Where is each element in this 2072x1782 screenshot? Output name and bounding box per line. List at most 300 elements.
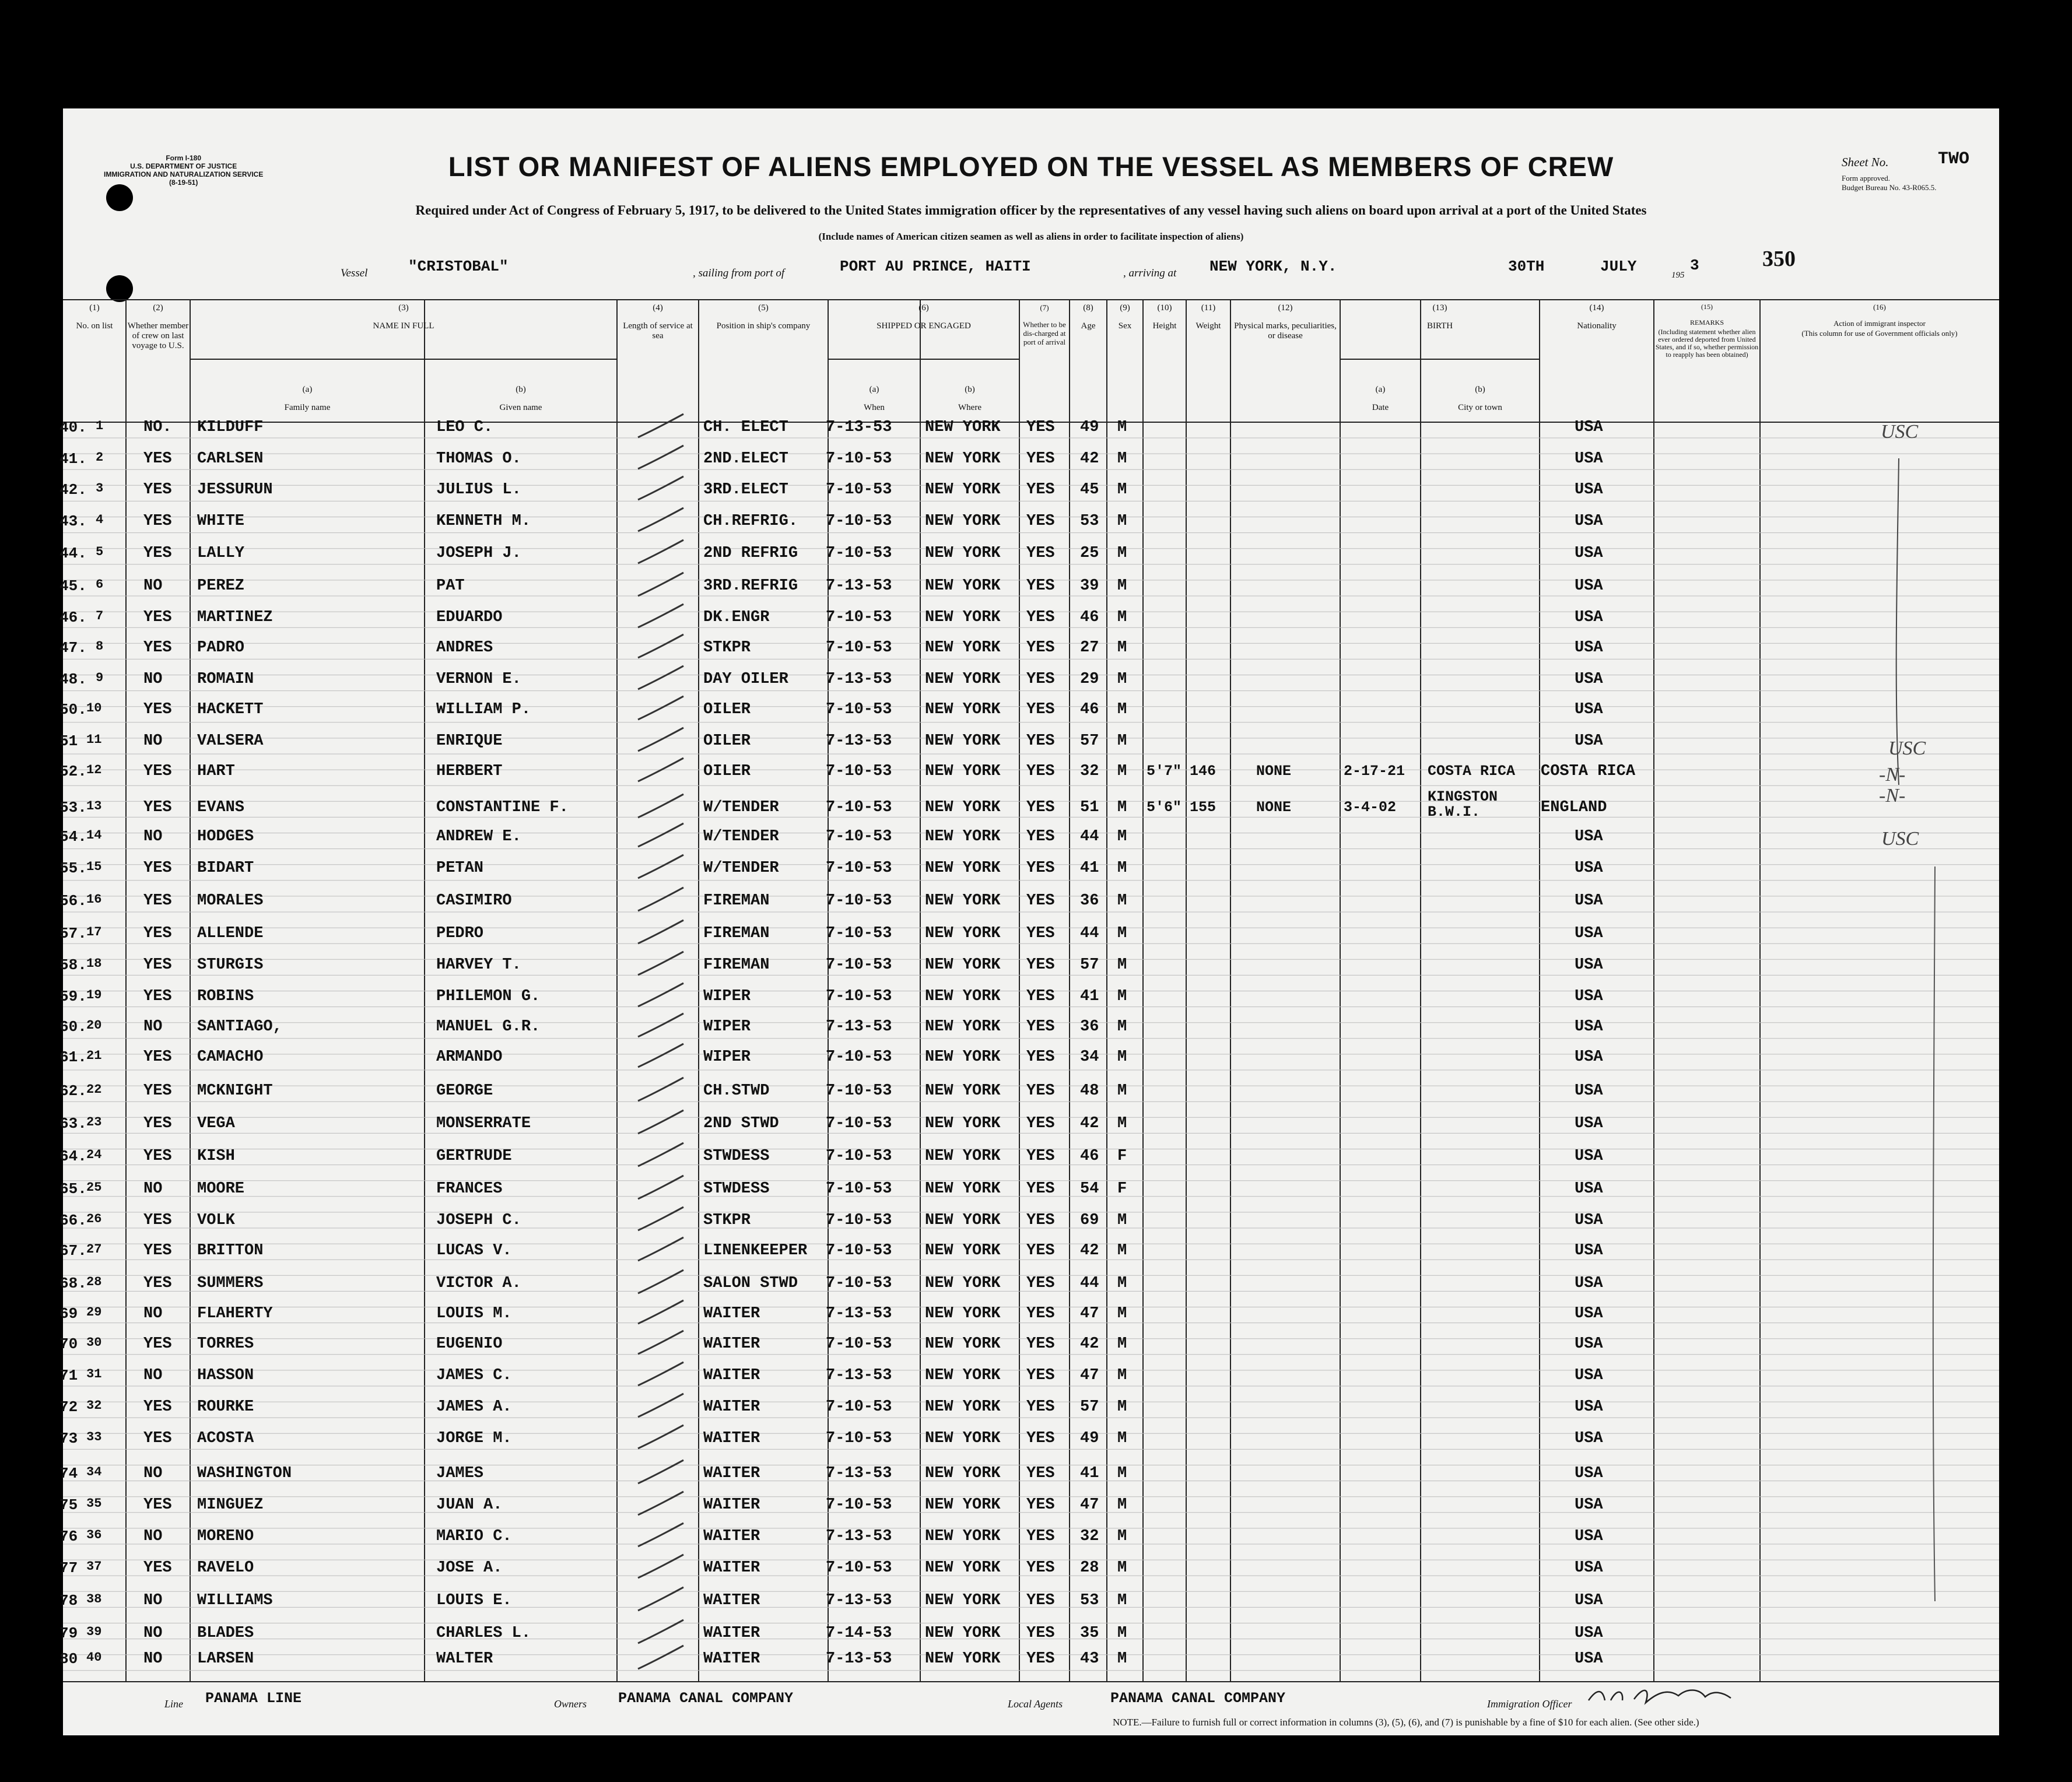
row-shipped-where: NEW YORK bbox=[925, 481, 1001, 499]
row-position: WAITER bbox=[703, 1430, 760, 1447]
row-last-voyage: NO bbox=[143, 1465, 163, 1482]
service-check-mark bbox=[638, 1362, 683, 1385]
row-family-name: TORRES bbox=[197, 1335, 254, 1353]
row-sex: M bbox=[1117, 671, 1127, 688]
row-nationality: USA bbox=[1575, 1625, 1603, 1642]
row-given-name: GERTRUDE bbox=[436, 1148, 512, 1165]
row-given-name: WALTER bbox=[436, 1650, 493, 1668]
row-sex: M bbox=[1117, 1465, 1127, 1482]
service-check-mark bbox=[638, 1394, 683, 1417]
row-family-name: BLADES bbox=[197, 1625, 254, 1642]
row-number: 28 bbox=[86, 1275, 102, 1289]
row-discharged: YES bbox=[1026, 1148, 1055, 1165]
row-given-name: MARIO C. bbox=[436, 1528, 512, 1545]
row-sex: M bbox=[1117, 988, 1127, 1005]
row-discharged: YES bbox=[1026, 1335, 1055, 1353]
sailing-port: PORT AU PRINCE, HAITI bbox=[840, 258, 1031, 275]
row-number: 33 bbox=[86, 1430, 102, 1444]
row-seq: 60. bbox=[59, 1018, 87, 1036]
row-family-name: VOLK bbox=[197, 1212, 235, 1229]
row-nationality: USA bbox=[1575, 925, 1603, 942]
row-discharged: YES bbox=[1026, 1625, 1055, 1642]
row-sex: M bbox=[1117, 732, 1127, 750]
col-10-header-text: Height bbox=[1152, 321, 1177, 331]
row-shipped-where: NEW YORK bbox=[925, 671, 1001, 688]
col-4-header bbox=[617, 303, 699, 343]
row-shipped-when: 7-13-53 bbox=[826, 1305, 892, 1323]
col-13a-header-text: (a) bbox=[1375, 385, 1386, 394]
row-seq: 74 bbox=[59, 1465, 78, 1482]
row-shipped-when: 7-13-53 bbox=[826, 1528, 892, 1545]
row-given-name: JORGE M. bbox=[436, 1430, 512, 1447]
col-3b-header-text: (b) bbox=[516, 385, 526, 394]
row-sex: F bbox=[1117, 1148, 1127, 1165]
approved-line: Form approved. bbox=[1842, 174, 1891, 183]
service-check-mark bbox=[638, 540, 683, 563]
sheet-number-value: TWO bbox=[1938, 149, 1970, 169]
service-check-mark bbox=[638, 414, 683, 437]
row-shipped-where: NEW YORK bbox=[925, 828, 1001, 846]
row-family-name: BRITTON bbox=[197, 1242, 264, 1260]
row-position: WAITER bbox=[703, 1528, 760, 1545]
row-given-name: LUCAS V. bbox=[436, 1242, 512, 1260]
row-shipped-where: NEW YORK bbox=[925, 1650, 1001, 1668]
row-position: FIREMAN bbox=[703, 925, 770, 942]
service-check-mark bbox=[638, 920, 683, 943]
stamp-number: 350 bbox=[1762, 247, 1796, 271]
row-sex: M bbox=[1117, 609, 1127, 626]
row-nationality: USA bbox=[1575, 1335, 1603, 1353]
row-discharged: YES bbox=[1026, 828, 1055, 846]
row-last-voyage: YES bbox=[143, 925, 172, 942]
row-shipped-when: 7-10-53 bbox=[826, 828, 892, 846]
col-2-header-text: (2) bbox=[153, 303, 163, 313]
row-nationality: USA bbox=[1575, 450, 1603, 468]
sailing-label: , sailing from port of bbox=[693, 267, 785, 279]
owners-value: PANAMA CANAL COMPANY bbox=[618, 1690, 794, 1707]
row-position: CH.STWD bbox=[703, 1082, 770, 1100]
row-discharged: YES bbox=[1026, 1275, 1055, 1292]
row-seq: 40. bbox=[59, 419, 87, 436]
col-13-header bbox=[1340, 303, 1540, 333]
col-6b-header-text: (b) bbox=[965, 385, 975, 394]
row-discharged: YES bbox=[1026, 450, 1055, 468]
col-9-header bbox=[1107, 303, 1143, 333]
owners-label: Owners bbox=[554, 1698, 587, 1710]
service-check-mark bbox=[638, 794, 683, 818]
row-number: 1 bbox=[96, 419, 104, 433]
row-shipped-when: 7-13-53 bbox=[826, 1465, 892, 1482]
col-6-header bbox=[828, 303, 1019, 333]
row-discharged: YES bbox=[1026, 956, 1055, 974]
row-shipped-when: 7-10-53 bbox=[826, 1430, 892, 1447]
row-last-voyage: NO bbox=[143, 1528, 163, 1545]
arrival-month: JULY bbox=[1600, 258, 1637, 275]
row-age: 46 bbox=[1080, 1148, 1099, 1165]
row-age: 46 bbox=[1080, 701, 1099, 718]
row-last-voyage: NO bbox=[143, 1305, 163, 1323]
row-number: 19 bbox=[86, 988, 102, 1002]
row-last-voyage: YES bbox=[143, 1148, 172, 1165]
row-sex: M bbox=[1117, 1115, 1127, 1132]
inspector-mark: USC bbox=[1888, 738, 1926, 759]
row-last-voyage: YES bbox=[143, 513, 172, 530]
col-15-header bbox=[1654, 303, 1760, 360]
row-number: 34 bbox=[86, 1465, 102, 1479]
row-shipped-where: NEW YORK bbox=[925, 763, 1001, 780]
row-number: 3 bbox=[96, 481, 104, 496]
row-seq: 76 bbox=[59, 1528, 78, 1545]
row-number: 35 bbox=[86, 1496, 102, 1511]
row-shipped-when: 7-10-53 bbox=[826, 1275, 892, 1292]
row-nationality: USA bbox=[1575, 639, 1603, 657]
row-weight: 146 bbox=[1190, 763, 1216, 780]
page-title: LIST OR MANIFEST OF ALIENS EMPLOYED ON THE VESSEL AS MEMBERS OF CREW bbox=[448, 151, 1614, 182]
row-family-name: MORENO bbox=[197, 1528, 254, 1545]
row-shipped-where: NEW YORK bbox=[925, 1212, 1001, 1229]
row-sex: M bbox=[1117, 799, 1127, 816]
row-nationality: USA bbox=[1575, 1275, 1603, 1292]
row-birth-city: KINGSTON B.W.I. bbox=[1428, 788, 1498, 820]
row-age: 41 bbox=[1080, 1465, 1099, 1482]
row-weight: 155 bbox=[1190, 799, 1216, 816]
row-birth-date: 2-17-21 bbox=[1344, 763, 1405, 780]
col-13b-header bbox=[1421, 385, 1540, 415]
service-check-mark bbox=[638, 1425, 683, 1448]
vessel-label: Vessel bbox=[341, 267, 368, 279]
form-id-line: Form I-180 bbox=[166, 154, 201, 162]
row-seq: 64. bbox=[59, 1148, 87, 1165]
row-sex: M bbox=[1117, 1592, 1127, 1609]
service-check-mark bbox=[638, 952, 683, 975]
row-number: 13 bbox=[86, 799, 102, 813]
row-shipped-when: 7-13-53 bbox=[826, 1592, 892, 1609]
row-seq: 59. bbox=[59, 988, 87, 1005]
inspector-line bbox=[1896, 458, 1899, 785]
row-age: 45 bbox=[1080, 481, 1099, 499]
row-shipped-where: NEW YORK bbox=[925, 545, 1001, 562]
row-sex: F bbox=[1117, 1180, 1127, 1198]
row-seq: 73 bbox=[59, 1430, 78, 1447]
row-shipped-where: NEW YORK bbox=[925, 419, 1001, 436]
row-shipped-where: NEW YORK bbox=[925, 1398, 1001, 1416]
service-check-mark bbox=[638, 855, 683, 878]
row-number: 32 bbox=[86, 1398, 102, 1413]
row-last-voyage: NO bbox=[143, 1180, 163, 1198]
row-age: 46 bbox=[1080, 609, 1099, 626]
row-position: WIPER bbox=[703, 1018, 751, 1036]
row-shipped-when: 7-10-53 bbox=[826, 1242, 892, 1260]
row-position: DK.ENGR bbox=[703, 609, 770, 626]
row-number: 4 bbox=[96, 513, 104, 527]
row-age: 47 bbox=[1080, 1305, 1099, 1323]
row-position: WIPER bbox=[703, 1048, 751, 1066]
row-position: W/TENDER bbox=[703, 799, 779, 816]
row-last-voyage: NO bbox=[143, 732, 163, 750]
row-shipped-when: 7-10-53 bbox=[826, 1082, 892, 1100]
col-5-header bbox=[699, 303, 828, 333]
row-position: WAITER bbox=[703, 1335, 760, 1353]
service-check-mark bbox=[638, 1013, 683, 1037]
row-discharged: YES bbox=[1026, 1180, 1055, 1198]
row-last-voyage: YES bbox=[143, 1212, 172, 1229]
row-shipped-where: NEW YORK bbox=[925, 450, 1001, 468]
col-6a-header-text: (a) bbox=[869, 385, 879, 394]
row-position: CH.REFRIG. bbox=[703, 513, 798, 530]
col-6-header-text: SHIPPED OR ENGAGED bbox=[877, 321, 971, 331]
row-given-name: GEORGE bbox=[436, 1082, 493, 1100]
inspector-mark: -N- bbox=[1879, 785, 1906, 806]
row-number: 16 bbox=[86, 892, 102, 907]
arriving-label: , arriving at bbox=[1123, 267, 1177, 279]
col-10-header bbox=[1143, 303, 1186, 333]
row-sex: M bbox=[1117, 956, 1127, 974]
col-13a-header-text: Date bbox=[1372, 403, 1389, 412]
row-seq: 61. bbox=[59, 1048, 87, 1066]
row-last-voyage: YES bbox=[143, 892, 172, 910]
col-6a-header-text: When bbox=[864, 403, 885, 412]
row-last-voyage: YES bbox=[143, 799, 172, 816]
col-5-header-text: Position in ship's company bbox=[716, 321, 811, 331]
row-sex: M bbox=[1117, 545, 1127, 562]
row-age: 43 bbox=[1080, 1650, 1099, 1668]
row-seq: 52. bbox=[59, 763, 87, 780]
row-nationality: USA bbox=[1575, 577, 1603, 595]
row-sex: M bbox=[1117, 1367, 1127, 1384]
row-last-voyage: NO bbox=[143, 1650, 163, 1668]
col-3b-header-text: Given name bbox=[499, 403, 542, 412]
row-height: 5'6" bbox=[1147, 799, 1182, 816]
row-seq: 75 bbox=[59, 1496, 78, 1514]
row-shipped-where: NEW YORK bbox=[925, 1528, 1001, 1545]
row-given-name: EUGENIO bbox=[436, 1335, 503, 1353]
row-number: 23 bbox=[86, 1115, 102, 1129]
row-sex: M bbox=[1117, 1625, 1127, 1642]
row-nationality: USA bbox=[1575, 1592, 1603, 1609]
col-16-header bbox=[1760, 303, 1999, 339]
row-discharged: YES bbox=[1026, 1082, 1055, 1100]
row-number: 11 bbox=[86, 732, 102, 747]
row-seq: 53. bbox=[59, 799, 87, 816]
row-seq: 51 bbox=[59, 732, 78, 750]
row-given-name: JOSEPH C. bbox=[436, 1212, 521, 1229]
row-seq: 79 bbox=[59, 1625, 78, 1642]
row-number: 12 bbox=[86, 763, 102, 777]
row-nationality: USA bbox=[1575, 1212, 1603, 1229]
row-sex: M bbox=[1117, 925, 1127, 942]
row-discharged: YES bbox=[1026, 1496, 1055, 1514]
row-number: 8 bbox=[96, 639, 104, 654]
col-16-header-text: (This column for use of Government officials only) bbox=[1801, 329, 1958, 338]
row-shipped-where: NEW YORK bbox=[925, 1275, 1001, 1292]
row-age: 27 bbox=[1080, 639, 1099, 657]
row-discharged: YES bbox=[1026, 1592, 1055, 1609]
row-nationality: USA bbox=[1575, 1180, 1603, 1198]
col-6b-header-text: Where bbox=[958, 403, 981, 412]
row-position: OILER bbox=[703, 732, 751, 750]
col-3-header-text: (3) bbox=[398, 303, 409, 313]
row-nationality: USA bbox=[1575, 545, 1603, 562]
row-age: 48 bbox=[1080, 1082, 1099, 1100]
row-last-voyage: YES bbox=[143, 481, 172, 499]
row-nationality: USA bbox=[1575, 1430, 1603, 1447]
row-shipped-when: 7-10-53 bbox=[826, 513, 892, 530]
row-last-voyage: YES bbox=[143, 1242, 172, 1260]
row-seq: 45. bbox=[59, 577, 87, 595]
row-seq: 56. bbox=[59, 892, 87, 910]
row-seq: 72 bbox=[59, 1398, 78, 1416]
row-position: STWDESS bbox=[703, 1148, 770, 1165]
row-number: 9 bbox=[96, 671, 104, 685]
row-sex: M bbox=[1117, 1275, 1127, 1292]
row-nationality: USA bbox=[1575, 732, 1603, 750]
row-number: 38 bbox=[86, 1592, 102, 1606]
col-1-header-text: No. on list bbox=[76, 321, 113, 331]
row-given-name: PHILEMON G. bbox=[436, 988, 541, 1005]
row-position: STKPR bbox=[703, 1212, 751, 1229]
row-shipped-where: NEW YORK bbox=[925, 1625, 1001, 1642]
row-discharged: YES bbox=[1026, 1559, 1055, 1577]
row-given-name: HERBERT bbox=[436, 763, 503, 780]
row-age: 53 bbox=[1080, 1592, 1099, 1609]
row-shipped-when: 7-13-53 bbox=[826, 1367, 892, 1384]
manifest-sheet bbox=[59, 108, 1999, 1735]
row-age: 36 bbox=[1080, 1018, 1099, 1036]
row-shipped-when: 7-13-53 bbox=[826, 577, 892, 595]
row-age: 41 bbox=[1080, 860, 1099, 877]
row-discharged: YES bbox=[1026, 1430, 1055, 1447]
row-position: LINENKEEPER bbox=[703, 1242, 808, 1260]
row-nationality: USA bbox=[1575, 1496, 1603, 1514]
row-age: 32 bbox=[1080, 763, 1099, 780]
row-age: 32 bbox=[1080, 1528, 1099, 1545]
row-discharged: YES bbox=[1026, 1018, 1055, 1036]
col-3a-header-text: (a) bbox=[302, 385, 313, 394]
row-given-name: WILLIAM P. bbox=[436, 701, 531, 718]
row-nationality: USA bbox=[1575, 1115, 1603, 1132]
row-age: 36 bbox=[1080, 892, 1099, 910]
row-given-name: HARVEY T. bbox=[436, 956, 521, 974]
row-number: 14 bbox=[86, 828, 102, 843]
officer-label: Immigration Officer bbox=[1487, 1698, 1572, 1710]
row-shipped-when: 7-13-53 bbox=[826, 671, 892, 688]
row-last-voyage: NO bbox=[143, 1592, 163, 1609]
row-shipped-where: NEW YORK bbox=[925, 1305, 1001, 1323]
service-check-mark bbox=[638, 823, 683, 847]
row-discharged: YES bbox=[1026, 988, 1055, 1005]
row-shipped-when: 7-10-53 bbox=[826, 763, 892, 780]
row-family-name: KISH bbox=[197, 1148, 235, 1165]
row-position: OILER bbox=[703, 701, 751, 718]
row-seq: 47. bbox=[59, 639, 87, 657]
row-family-name: BIDART bbox=[197, 860, 254, 877]
row-discharged: YES bbox=[1026, 577, 1055, 595]
col-15-header-text: (Including statement whether alien ever ordered deported from United States, and if so, whether permission to reapply has been obtained) bbox=[1655, 328, 1759, 359]
row-last-voyage: NO bbox=[143, 1367, 163, 1384]
row-number: 7 bbox=[96, 609, 104, 623]
row-position: WIPER bbox=[703, 988, 751, 1005]
row-shipped-where: NEW YORK bbox=[925, 1148, 1001, 1165]
row-discharged: YES bbox=[1026, 1367, 1055, 1384]
col-13-header-text: BIRTH bbox=[1426, 321, 1453, 331]
row-last-voyage: YES bbox=[143, 1496, 172, 1514]
row-discharged: YES bbox=[1026, 1048, 1055, 1066]
row-nationality: USA bbox=[1575, 1398, 1603, 1416]
row-sex: M bbox=[1117, 763, 1127, 780]
row-sex: M bbox=[1117, 1650, 1127, 1668]
col-6a-header bbox=[828, 385, 920, 415]
service-check-mark bbox=[638, 445, 683, 469]
row-discharged: YES bbox=[1026, 513, 1055, 530]
page-subtitle: Required under Act of Congress of February 5, 1917, to be delivered to the United States immigration officer by the representatives of any vessel having such aliens on board upon arrival at a port of the United States bbox=[415, 203, 1647, 218]
row-discharged: YES bbox=[1026, 892, 1055, 910]
row-shipped-where: NEW YORK bbox=[925, 1082, 1001, 1100]
service-check-mark bbox=[638, 1143, 683, 1166]
row-last-voyage: NO bbox=[143, 1625, 163, 1642]
row-age: 42 bbox=[1080, 1335, 1099, 1353]
row-shipped-when: 7-13-53 bbox=[826, 1650, 892, 1668]
row-last-voyage: YES bbox=[143, 639, 172, 657]
row-given-name: VERNON E. bbox=[436, 671, 521, 688]
row-shipped-where: NEW YORK bbox=[925, 1496, 1001, 1514]
row-last-voyage: YES bbox=[143, 1559, 172, 1577]
row-family-name: ROURKE bbox=[197, 1398, 254, 1416]
row-nationality: USA bbox=[1575, 609, 1603, 626]
row-seq: 77 bbox=[59, 1559, 78, 1577]
arrival-year-suffix: 3 bbox=[1690, 257, 1699, 274]
row-given-name: JULIUS L. bbox=[436, 481, 521, 499]
row-seq: 65. bbox=[59, 1180, 87, 1198]
row-position: WAITER bbox=[703, 1496, 760, 1514]
officer-signature bbox=[1585, 1683, 1737, 1710]
row-shipped-when: 7-10-53 bbox=[826, 988, 892, 1005]
row-shipped-when: 7-10-53 bbox=[826, 1048, 892, 1066]
row-number: 40 bbox=[86, 1650, 102, 1665]
col-15-header-text: (15) bbox=[1701, 303, 1713, 311]
row-last-voyage: YES bbox=[143, 1275, 172, 1292]
row-family-name: MORALES bbox=[197, 892, 264, 910]
col-16-header-text: Action of immigrant inspector bbox=[1833, 319, 1926, 328]
row-position: CH. ELECT bbox=[703, 419, 788, 436]
row-nationality: USA bbox=[1575, 1305, 1603, 1323]
row-given-name: LEO C. bbox=[436, 419, 493, 436]
row-shipped-when: 7-10-53 bbox=[826, 450, 892, 468]
row-sex: M bbox=[1117, 481, 1127, 499]
row-sex: M bbox=[1117, 892, 1127, 910]
vessel-name: "CRISTOBAL" bbox=[408, 258, 509, 275]
row-last-voyage: YES bbox=[143, 956, 172, 974]
row-shipped-where: NEW YORK bbox=[925, 1335, 1001, 1353]
row-sex: M bbox=[1117, 1430, 1127, 1447]
row-nationality: USA bbox=[1575, 1465, 1603, 1482]
row-given-name: VICTOR A. bbox=[436, 1275, 521, 1292]
col-3a-header-text: Family name bbox=[284, 403, 331, 412]
row-position: WAITER bbox=[703, 1625, 760, 1642]
row-family-name: EVANS bbox=[197, 799, 245, 816]
col-11-header bbox=[1186, 303, 1230, 333]
form-id-line: (8-19-51) bbox=[169, 178, 198, 187]
row-sex: M bbox=[1117, 639, 1127, 657]
row-shipped-where: NEW YORK bbox=[925, 1430, 1001, 1447]
row-discharged: YES bbox=[1026, 925, 1055, 942]
service-check-mark bbox=[638, 1110, 683, 1134]
row-shipped-where: NEW YORK bbox=[925, 860, 1001, 877]
row-given-name: MANUEL G.R. bbox=[436, 1018, 541, 1036]
service-check-mark bbox=[638, 1460, 683, 1483]
row-family-name: KILDUFF bbox=[197, 419, 264, 436]
row-discharged: YES bbox=[1026, 639, 1055, 657]
row-shipped-when: 7-13-53 bbox=[826, 732, 892, 750]
